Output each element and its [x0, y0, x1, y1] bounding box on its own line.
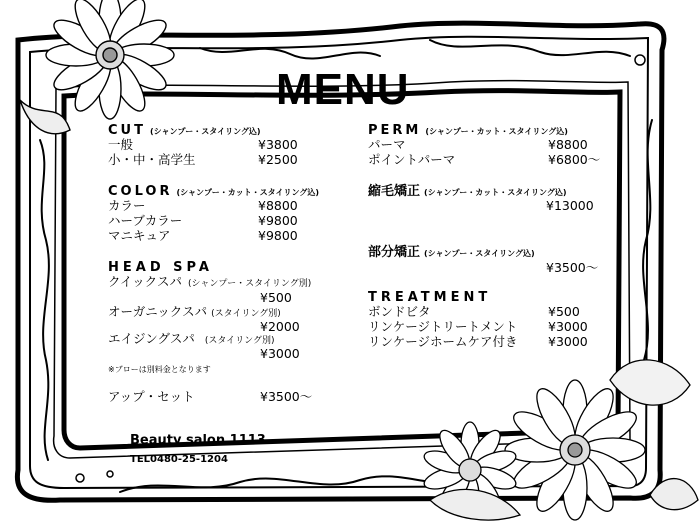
menu-item-price: ¥3000 [548, 334, 588, 349]
menu-item-name: リンケージトリートメント [368, 319, 518, 334]
menu-item-price: ¥3000 [548, 319, 588, 334]
menu-item-price: ¥8800 [258, 198, 298, 213]
menu-item-name: パーマ [368, 137, 406, 152]
menu-item-price: ¥13000 [546, 198, 594, 213]
section-heading-treatment: TREATMENT [368, 290, 492, 305]
menu-item-price: ¥2500 [258, 152, 298, 167]
menu-item-price: ¥9800 [258, 228, 298, 243]
menu-item-name: ハーブカラー [108, 213, 183, 228]
section-note: (シャンプー・スタイリング込) [149, 127, 261, 136]
section-heading-perm: PERM (シャンプー・カット・スタイリング込) [368, 123, 568, 138]
menu-item-name: 一般 [108, 137, 134, 152]
section-note: (シャンプー・カット・スタイリング込) [425, 127, 568, 136]
menu-item-price: ¥8800 [548, 137, 588, 152]
menu-item-price: ¥500 [548, 304, 580, 319]
section-heading-straight: 縮毛矯正 (シャンプー・カット・スタイリング込) [368, 184, 567, 199]
section-heading-partial: 部分矯正 (シャンプー・スタイリング込) [368, 245, 535, 260]
menu-item-name: クイックスパ (シャンプー・スタイリング別) [108, 274, 312, 289]
menu-item-price: ¥3000 [260, 346, 300, 361]
section-note: (シャンプー・スタイリング込) [424, 249, 535, 258]
item-note: (スタイリング別) [204, 336, 275, 346]
menu-item-name: ボンドビタ [368, 304, 431, 319]
menu-item-price: ¥2000 [260, 319, 300, 334]
remark-text: ※ブローは別料金となります [108, 365, 211, 374]
flower-bottom-right-icon [422, 360, 698, 520]
section-heading-headspa: HEAD SPA [108, 260, 213, 275]
menu-item-name: リンケージホームケア付き [368, 334, 518, 349]
menu-item-name: カラー [108, 198, 146, 213]
item-note: (スタイリング別) [211, 309, 281, 319]
salon-name: Beauty salon 1113 [130, 433, 266, 448]
menu-item-name: エイジングスパ (スタイリング別) [108, 331, 275, 346]
menu-item-price: ¥3500〜 [260, 389, 313, 404]
page-title: MENU [276, 65, 410, 114]
menu-item-name: アップ・セット [108, 389, 195, 404]
salon-phone: TEL0480-25-1204 [130, 454, 228, 465]
section-heading-color: COLOR (シャンプー・カット・スタイリング込) [108, 184, 319, 199]
menu-item-price: ¥3800 [258, 137, 298, 152]
menu-item-name: ポイントパーマ [368, 152, 456, 167]
menu-item-price: ¥6800〜 [548, 152, 601, 167]
section-note: (シャンプー・カット・スタイリング込) [424, 188, 567, 197]
menu-item-name: オーガニックスパ (スタイリング別) [108, 304, 281, 319]
menu-item-price: ¥9800 [258, 213, 298, 228]
menu-item-price: ¥3500〜 [546, 260, 599, 275]
menu-item-name: 小・中・高学生 [108, 152, 196, 167]
section-note: (シャンプー・カット・スタイリング込) [176, 188, 319, 197]
flower-top-left-icon [20, 0, 174, 134]
item-note: (シャンプー・スタイリング別) [188, 279, 312, 289]
section-heading-cut: CUT (シャンプー・スタイリング込) [108, 123, 261, 138]
menu-item-price: ¥500 [260, 290, 292, 305]
menu-item-name: マニキュア [108, 228, 171, 243]
